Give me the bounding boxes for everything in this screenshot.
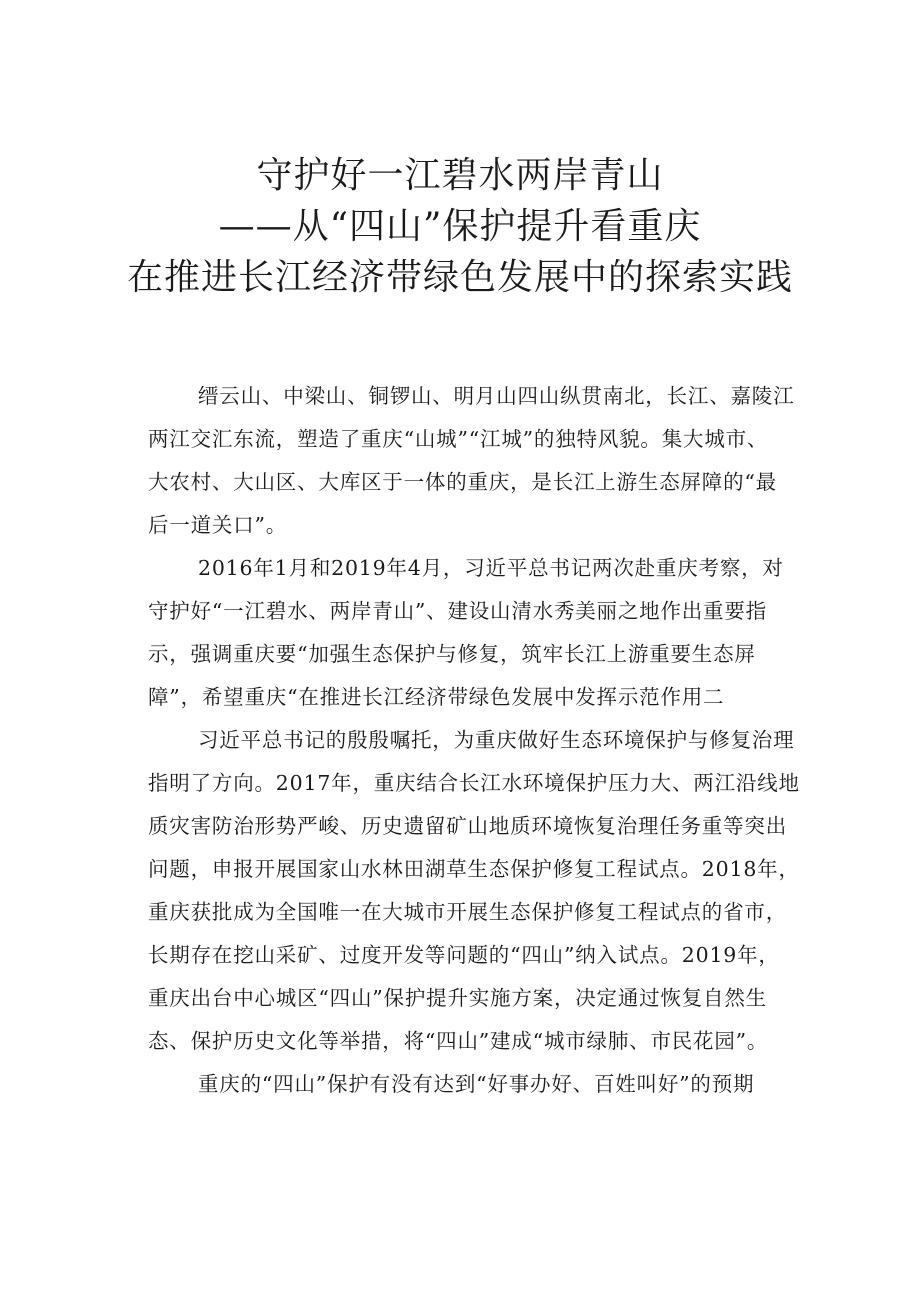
paragraph-line: 质灾害防治形势严峻、历史遗留矿山地质环境恢复治理任务重等突出 — [148, 814, 787, 838]
document-body — [148, 375, 808, 1106]
title-line-main: 守护好一江碧水两岸青山 — [256, 155, 664, 196]
title-line-subtitle-2: 在推进长江经济带绿色发展中的探索实践 — [126, 257, 793, 298]
paragraph-line: 态、保护历史文化等举措，将“四山”建成“城市绿肺、市民花园”。 — [148, 1029, 769, 1053]
paragraph-line: 指明了方向。2017年，重庆结合长江水环境保护压力大、两江沿线地 — [148, 771, 800, 795]
paragraph-line: 习近平总书记的殷殷嘱托，为重庆做好生态环境保护与修复治理 — [198, 728, 795, 752]
paragraph-line: 重庆的“四山”保护有没有达到“好事办好、百姓叫好”的预期 — [198, 1072, 755, 1096]
paragraph-line: 长期存在挖山采矿、过度开发等问题的“四山”纳入试点。2019年， — [148, 943, 780, 967]
paragraph-line: 2016年1月和2019年4月，习近平总书记两次赴重庆考察，对 — [198, 556, 784, 580]
title-line-subtitle: ——从“四山”保护提升看重庆 — [218, 206, 702, 247]
paragraph-line: 示，强调重庆要“加强生态保护与修复，筑牢长江上游重要生态屏 — [148, 642, 756, 666]
paragraph-2 — [148, 547, 808, 719]
paragraph-line: 重庆出台中心城区“四山”保护提升实施方案，决定通过恢复自然生 — [148, 986, 767, 1010]
paragraph-line: 重庆获批成为全国唯一在大城市开展生态保护修复工程试点的省市， — [148, 900, 787, 924]
paragraph-line: 守护好“一江碧水、两岸青山”、建设山清水秀美丽之地作出重要指 — [148, 599, 767, 623]
paragraph-4 — [148, 1063, 808, 1106]
document-title — [0, 150, 920, 303]
paragraph-line: 大农村、大山区、大库区于一体的重庆，是长江上游生态屏障的“最 — [148, 470, 777, 494]
paragraph-line: 缙云山、中梁山、铜锣山、明月山四山纵贯南北，长江、嘉陵江 — [198, 384, 795, 408]
paragraph-line: 问题，申报开展国家山水林田湖草生态保护修复工程试点。2018年， — [148, 857, 800, 881]
paragraph-1 — [148, 375, 808, 547]
paragraph-line: 两江交汇东流，塑造了重庆“山城”“江城”的独特风貌。集大城市、 — [148, 427, 769, 451]
paragraph-line: 障”，希望重庆“在推进长江经济带绿色发展中发挥示范作用二 — [148, 685, 725, 709]
paragraph-3 — [148, 719, 808, 1063]
paragraph-line: 后一道关口”。 — [148, 513, 288, 537]
